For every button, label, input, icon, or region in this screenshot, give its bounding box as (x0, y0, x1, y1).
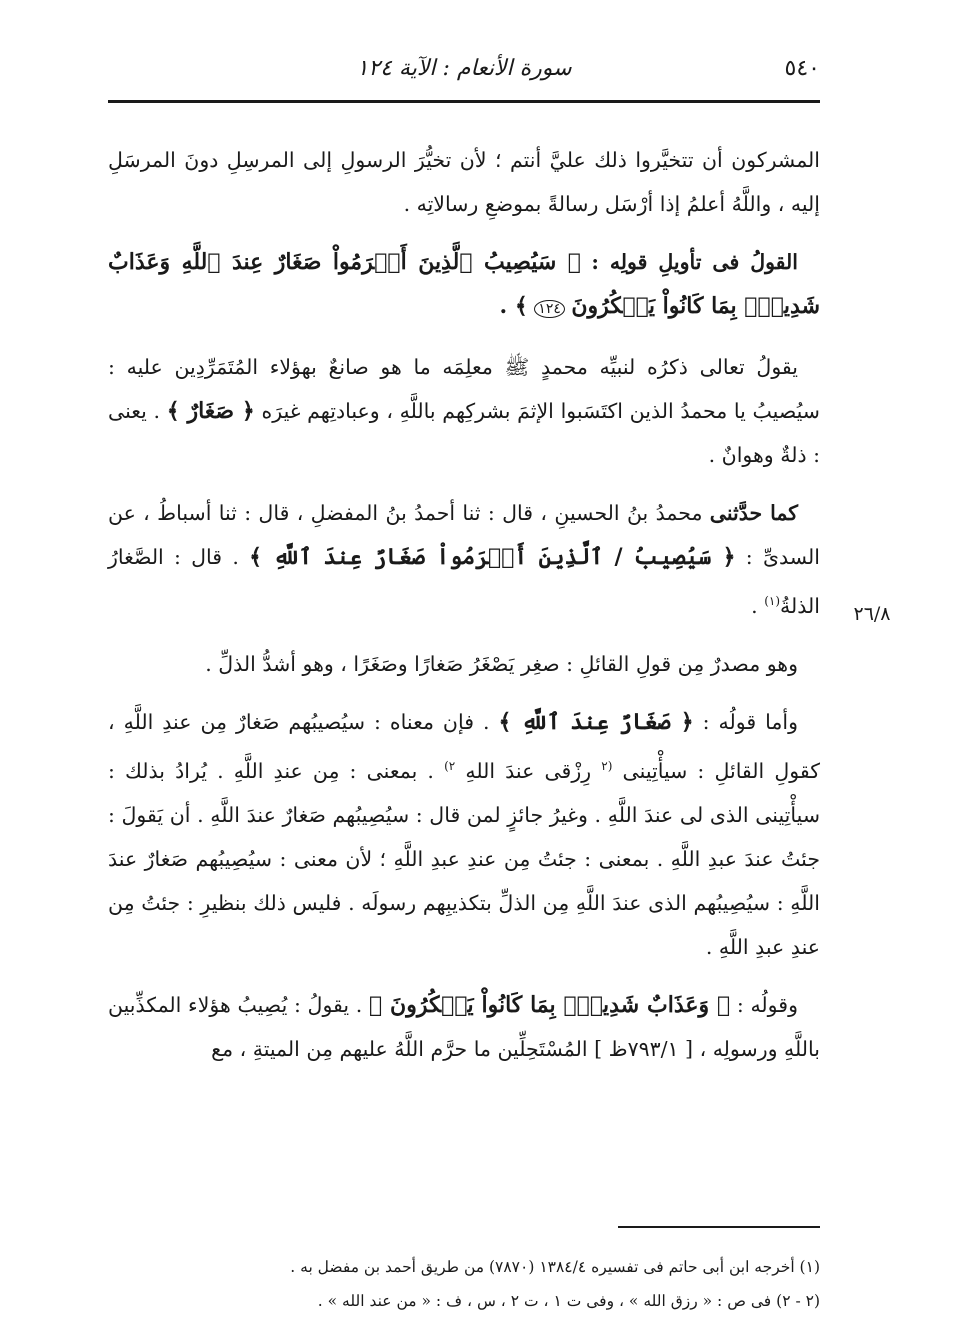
paragraph-6-rest: . بمعنى : مِن عندِ اللَّهِ . يُرادُ بذلك : سيأْتِينى الذى لى عندَ اللَّهِ . وغيرُ جائزٍ لمن قال : سيُصِيبُهم صَغارٌ عندَ اللَّهِ . أن يَقولَ : جئتُ عندَ عبدِ اللَّهِ . بمعنى : جئتُ مِن عندِ عبدِ اللَّهِ ؛ لأن معنى : سيُصِيبُهم صَغارٌ عندَ اللَّهِ : سيُصِيبُهم الذى عندَ اللَّهِ مِن الذلِّ بتكذيبِهم رسولَه . فليس ذلك بنظيرِ : جئتُ مِن عندِ عبدِ اللَّهِ . (108, 758, 820, 959)
footnote-rule (618, 1226, 820, 1228)
page-number: ٥٤٠ (784, 56, 820, 81)
paragraph-4-end: . (751, 593, 758, 618)
footnote-mark-open: (٢ (601, 758, 613, 773)
section-heading: القولُ فى تأويلِ قولِه : (591, 250, 798, 274)
paragraph-2 (108, 240, 820, 331)
main-text (108, 138, 820, 1085)
paragraph-3-text: يقولُ تعالى ذكرُه لنبيِّه محمدٍ ﷺ معلِمَه ما هو صانعٌ بهؤلاء المُتَمَرِّدِين عليه : سيُصيبُ يا محمدُ الذين اكتَسَبوا الإثمَ بشركِهم باللَّهِ ، وعبادتِهم غيرَه (108, 355, 820, 423)
footnote-1: (١) أخرجه ابن أبى حاتم فى تفسيره ١٣٨٤/٤ (٧٨٧٠) من طريق أحمد بن مفضل به . (290, 1258, 820, 1276)
isnad-text: محمدُ بنُ الحسينِ ، قال : ثنا أحمدُ بنُ المفضلِ ، قال : ثنا أسباطُ ، عن السدىِّ : (108, 501, 820, 569)
running-title: سورة الأنعام : الآية ١٢٤ (356, 56, 572, 81)
footnote-mark-close: ٢) (444, 758, 456, 773)
page-header (108, 52, 820, 92)
quran-quote: ﴿ سَيُصِيبُ / ٱلَّذِينَ أَجۡرَمُواْ صَغَارٌ عِندَ ٱللَّهِ ﴾ (249, 544, 736, 570)
paragraph-7-rest: المُسْتَحِلِّين ما حرَّم اللَّهُ عليهم مِن الميتةِ ، مع (211, 1036, 588, 1061)
paragraph-7-lead: وقولُه : (736, 992, 798, 1017)
quran-close: ﴾ . (499, 293, 528, 319)
paragraph-1 (108, 138, 820, 226)
footnote-mark: (١) (764, 594, 781, 608)
narration-lead: كما حدَّثنى (709, 501, 799, 525)
paragraph-5 (108, 642, 820, 686)
footnotes (108, 1250, 820, 1318)
paragraph-3-tail: . يعنى : ذلةٌ وهوانٌ . (108, 399, 820, 467)
paragraph-6 (108, 700, 820, 969)
margin-reference: ٢٦/٨ (853, 603, 891, 625)
quran-quote: ﴿ صَغَارٌ عِندَ ٱللَّهِ ﴾ (498, 708, 694, 735)
paragraph-1-text: المشركون أن تتخيَّروا ذلك عليَّ أنتم ؛ لأن تخيُّرَ الرسولِ إلى المرسِلِ دونَ المرسَلِ إليه ، واللَّهُ أعلمُ إذا أرْسَل رسالةً بموضعِ رسالاتِه . (108, 148, 820, 216)
quoted-phrase: رِزْقى عندَ اللهِ (465, 758, 592, 783)
header-rule (108, 100, 820, 103)
paragraph-3 (108, 345, 820, 477)
paragraph-7 (108, 983, 820, 1071)
verse-number: ١٢٤ (534, 300, 565, 318)
quran-verse: ﴿ سَيُصِيبُ ٱلَّذِينَ أَجۡرَمُواْ صَغَارٌ عِندَ ٱللَّهِ وَعَذَابٌ شَدِيدُۢ بِمَا كَانُواْ يَمۡكُرُونَ (108, 249, 820, 319)
footnote-2: (٢ - ٢) فى ص : « رزق الله » ، وفى ت ١ ، ت ٢ ، س ، ف : « من عند الله » . (317, 1292, 820, 1310)
quran-quote: ﴿ وَعَذَابٌ شَدِيدُۢ بِمَا كَانُواْ يَمۡكُرُونَ ﴾ (369, 991, 731, 1018)
paragraph-7-text: . يقولُ : يُصِيبُ هؤلاء المكذِّبين باللَّهِ ورسولِه ، (108, 992, 820, 1061)
paragraph-4-tail: . قال : الصَّغارُ الذلةُ (108, 545, 820, 618)
paragraph-4 (108, 491, 820, 628)
paragraph-6-text: . فإن معناه : سيُصيبُهم صَغارٌ مِن عندِ اللَّهِ ، كقولِ القائلِ : سيأْتِينى (108, 709, 820, 783)
quran-quote: ﴿ صَغَارٌ ﴾ (166, 398, 255, 424)
paragraph-5-text: وهو مصدرٌ مِن قولِ القائلِ : صغِر يَصْغَرُ صَغارًا وصَغَرًا ، وهو أشدُّ الذلِّ . (205, 651, 798, 676)
manuscript-reference: [ ٧٩٣/١ظ ] (594, 1036, 694, 1061)
paragraph-6-lead: وأما قولُه : (702, 709, 798, 734)
